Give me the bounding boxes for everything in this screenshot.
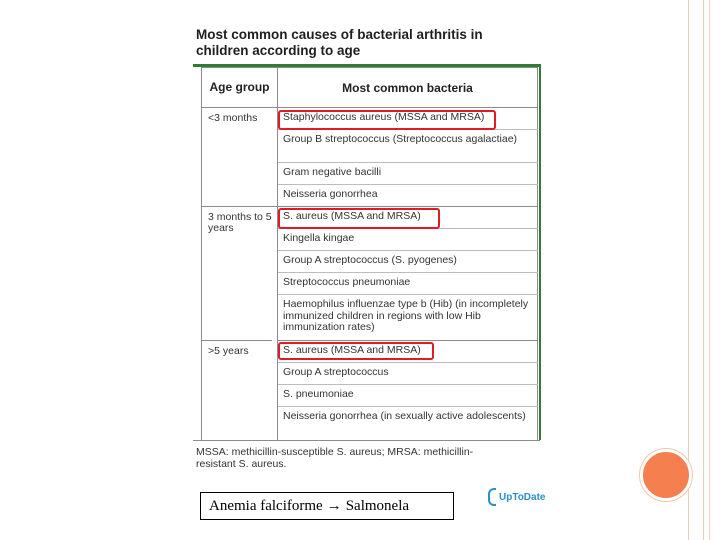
bacteria-cell: S. aureus (MSSA and MRSA)	[278, 207, 538, 229]
bacteria-cell: S. aureus (MSSA and MRSA)	[278, 341, 538, 363]
logo-text: UpToDate	[499, 491, 546, 503]
bacteria-cell: Staphylococcus aureus (MSSA and MRSA)	[278, 108, 538, 130]
bacteria-cell: Kingella kingae	[278, 229, 538, 251]
slide-border-line	[709, 0, 710, 540]
bacteria-cell: Group B streptococcus (Streptococcus agalactiae)	[278, 130, 538, 163]
age-cell: <3 months	[202, 108, 277, 207]
caption-box	[200, 492, 454, 520]
caption-right: Salmonela	[345, 497, 410, 514]
table-body	[201, 108, 538, 440]
table-bottom-rule	[193, 440, 540, 441]
bacteria-cell: Gram negative bacilli	[278, 163, 538, 185]
decorative-circle	[640, 449, 692, 501]
highlight-box	[278, 110, 496, 130]
bacteria-cell: S. pneumoniae	[278, 385, 538, 407]
arrow-icon: →	[326, 497, 342, 514]
table-right-rule	[539, 64, 541, 440]
table-title: Most common causes of bacterial arthritis in children according to age	[196, 27, 483, 58]
age-cell: >5 years	[208, 345, 249, 357]
highlight-box	[278, 208, 440, 229]
highlight-box	[278, 342, 434, 360]
logo-mark-icon	[488, 488, 496, 506]
bacteria-cell: Haemophilus influenzae type b (Hib) (in incompletely immunized children in regions with low Hib immunization rates)	[278, 295, 538, 341]
header-bacteria: Most common bacteria	[342, 80, 473, 95]
bacteria-cell: Neisseria gonorrhea (in sexually active adolescents)	[283, 410, 526, 422]
bacteria-cell: Neisseria gonorrhea	[278, 185, 538, 207]
uptodate-logo	[488, 486, 548, 508]
age-cell: 3 months to 5 years	[202, 207, 272, 341]
table-header	[201, 67, 538, 108]
bacteria-cell: Group A streptococcus	[278, 363, 538, 385]
bacteria-cell: Streptococcus pneumoniae	[278, 273, 538, 295]
header-age-group: Age group	[202, 68, 278, 107]
slide-border-right	[688, 0, 704, 540]
bacteria-cell: Group A streptococcus (S. pyogenes)	[278, 251, 538, 273]
table-footnote: MSSA: methicillin-susceptible S. aureus; MRSA: methicillin-resistant S. aureus.	[196, 446, 474, 470]
caption-left: Anemia falciforme	[209, 497, 323, 514]
